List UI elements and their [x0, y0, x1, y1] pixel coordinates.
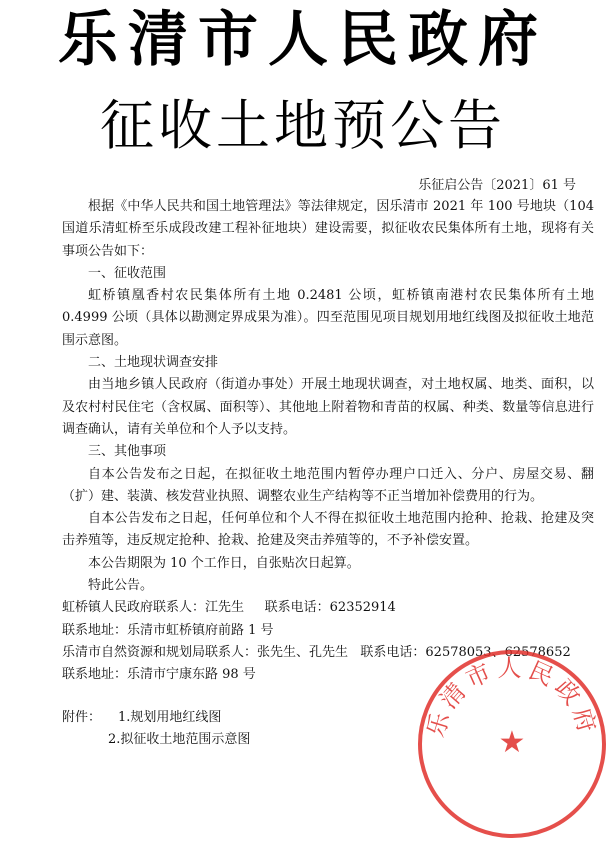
document-number: 乐征启公告〔2021〕61 号 [418, 178, 576, 193]
section-text-survey: 由当地乡镇人民政府（街道办事处）开展土地现状调查，对土地权属、地类、面积，以及农村村民住宅（含权属、面积等）、其他地上附着物和青苗的权属、种类、数量等信息进行调查确认，请有关单位和个人予以支持。 [62, 377, 594, 437]
document-title-notice: 征收土地预公告 [100, 94, 506, 157]
contact-line: 虹桥镇人民政府联系人：江先生 联系电话：62352914 [62, 600, 396, 616]
svg-text:乐清市人民政府: 乐清市人民政府 [421, 654, 603, 741]
contact-line: 联系地址：乐清市虹桥镇府前路 1 号 [62, 622, 274, 638]
official-seal-stamp [412, 644, 606, 844]
attachments-label: 附件： [62, 709, 102, 725]
svg-text:★: ★ [498, 725, 526, 760]
section-text-other-1: 自本公告发布之日起，在拟征收土地范围内暂停办理户口迁入、分户、房屋交易、翻（扩）建、装潢、核发营业执照、调整农业生产结构等不正当增加补偿费用的行为。 [62, 466, 594, 504]
section-heading-scope: 一、征收范围 [88, 265, 167, 281]
section-text-other-2: 自本公告发布之日起，任何单位和个人不得在拟征收土地范围内抢种、抢栽、抢建及突击养殖等，违反规定抢种、抢栽、抢建及突击养殖等的，不予补偿安置。 [62, 511, 594, 549]
section-heading-survey: 二、土地现状调查安排 [88, 355, 219, 371]
section-text-other-3: 本公告期限为 10 个工作日，自张贴次日起算。 [88, 555, 360, 571]
attachment-item: 1.规划用地红线图 [118, 709, 222, 725]
section-heading-other: 三、其他事项 [88, 444, 167, 460]
intro-paragraph: 根据《中华人民共和国土地管理法》等法律规定，因乐清市 2021 年 100 号地块（104 国道乐清虹桥至乐成段改建工程补征地块）建设需要，拟征收农民集体所有土地，现将有关事项公告如下： [62, 199, 594, 259]
attachment-item: 2.拟征收土地范围示意图 [108, 731, 251, 747]
section-text-scope: 虹桥镇凰香村农民集体所有土地 0.2481 公顷，虹桥镇南港村农民集体所有土地 0.4999 公顷（具体以勘测定界成果为准）。四至范围见项目规划用地红线图及拟征收土地范围示意图。 [62, 288, 594, 348]
contact-line: 联系地址：乐清市宁康东路 98 号 [62, 667, 256, 683]
contact-line: 乐清市自然资源和规划局联系人：张先生、孔先生 联系电话：62578053、62578652 [62, 644, 571, 660]
closing-text: 特此公告。 [88, 578, 154, 594]
document-title-issuer: 乐清市人民政府 [58, 5, 548, 75]
